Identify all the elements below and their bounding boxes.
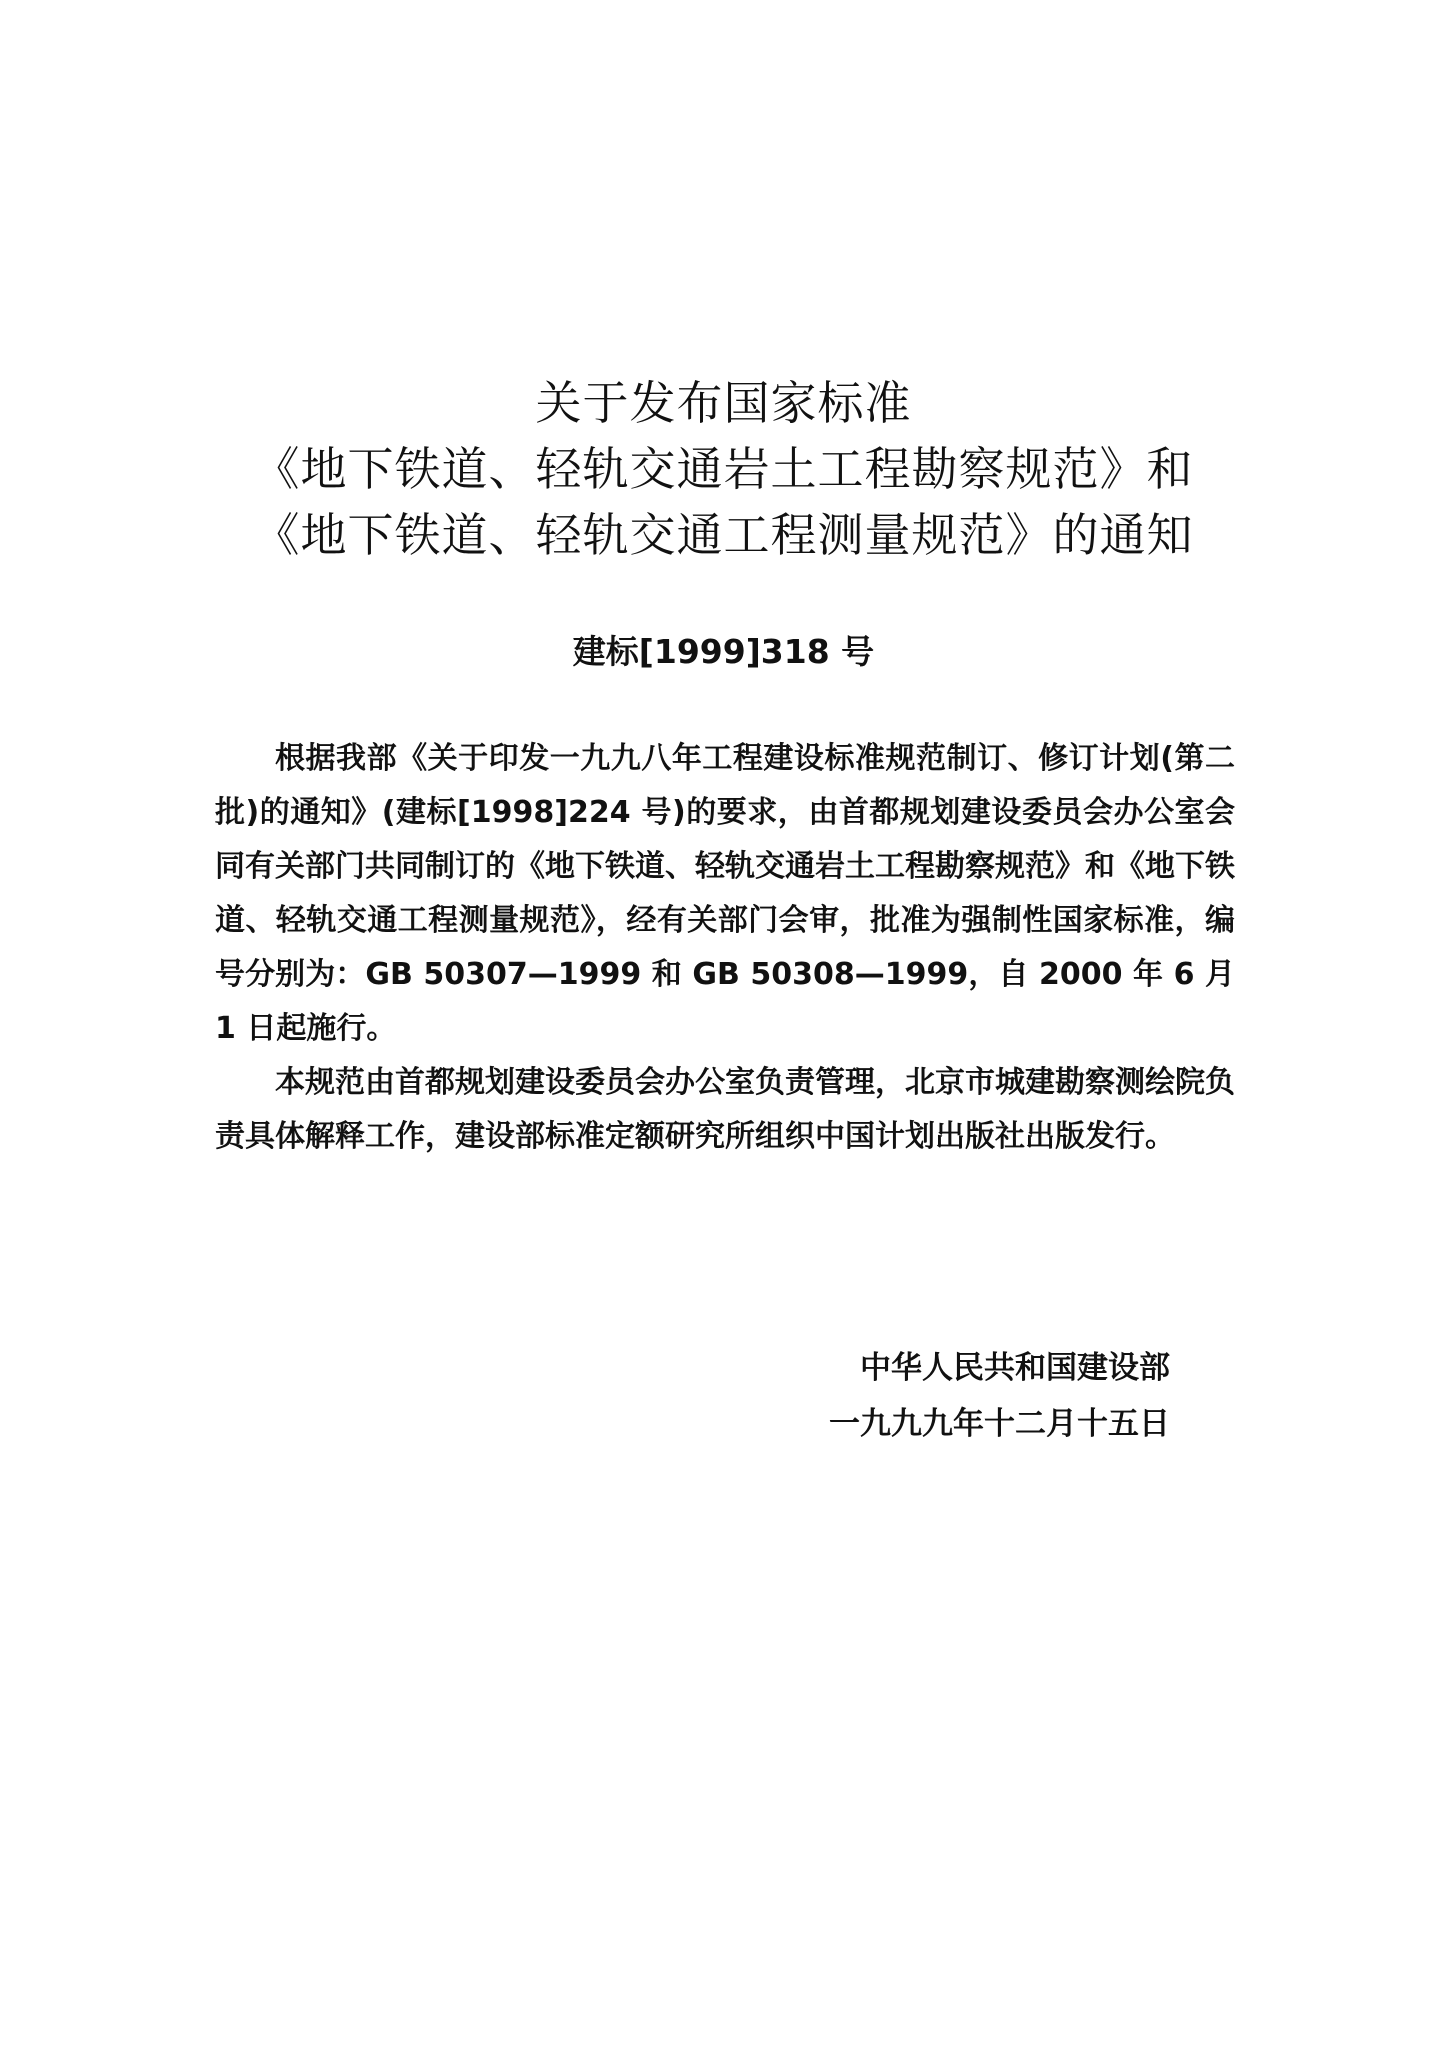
title-line-1: 关于发布国家标准 <box>535 376 912 430</box>
title-line-3: 《地下铁道、轻轨交通工程测量规范》的通知 <box>253 508 1194 562</box>
notice-body <box>215 732 1235 1164</box>
document-number: 建标[1999]318 号 <box>572 632 875 671</box>
body-paragraph-2: 本规范由首都规划建设委员会办公室负责管理，北京市城建勘察测绘院负责具体解释工作，建设部标准定额研究所组织中国计划出版社出版发行。 <box>215 1065 1235 1154</box>
notice-title <box>0 370 1447 568</box>
body-paragraph-1: 根据我部《关于印发一九九八年工程建设标准规范制订、修订计划(第二批)的通知》(建标[1998]224 号)的要求，由首都规划建设委员会办公室会同有关部门共同制订的《地下铁道、轻轨交通岩土工程勘察规范》和《地下铁道、轻轨交通工程测量规范》，经有关部门会审，批准为强制性国家标准，编号分别为：GB 50307—1999 和 GB 50308—1999，自 2000 年 6 月 1 日起施行。 <box>215 741 1235 1046</box>
issue-date: 一九九九年十二月十五日 <box>829 1406 1170 1442</box>
title-line-2: 《地下铁道、轻轨交通岩土工程勘察规范》和 <box>253 442 1194 496</box>
issuer-name: 中华人民共和国建设部 <box>860 1350 1170 1386</box>
signature-block <box>700 1340 1170 1452</box>
